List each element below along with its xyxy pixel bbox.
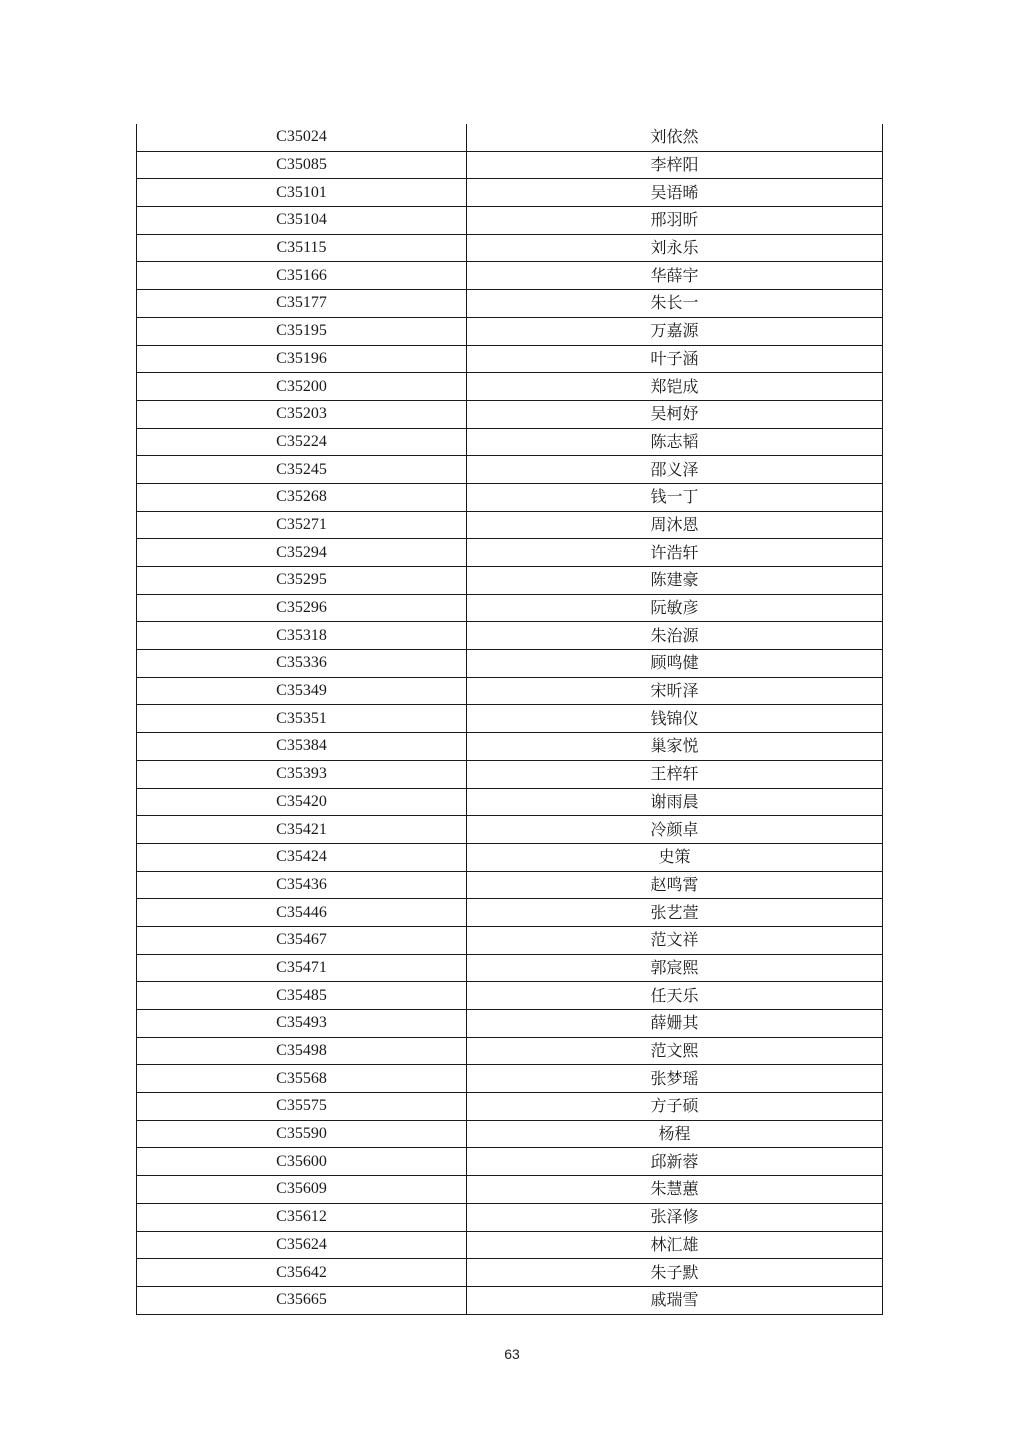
student-name-cell: 薛姗其: [467, 1010, 883, 1038]
student-name-cell: 范文熙: [467, 1037, 883, 1065]
page-number: 63: [504, 1346, 520, 1362]
student-id-cell: C35493: [137, 1010, 467, 1038]
student-name-cell: 吴柯妤: [467, 400, 883, 428]
table-row: [137, 234, 883, 262]
student-name-cell: 钱一丁: [467, 483, 883, 511]
student-id-cell: C35024: [137, 124, 467, 151]
table-row: [137, 317, 883, 345]
student-id-cell: C35268: [137, 483, 467, 511]
table-row: [137, 511, 883, 539]
table-row: [137, 843, 883, 871]
table-row: [137, 1120, 883, 1148]
table-row: [137, 1286, 883, 1314]
student-id-cell: C35467: [137, 926, 467, 954]
table-row: [137, 622, 883, 650]
student-id-cell: C35115: [137, 234, 467, 262]
student-name-cell: 林汇雄: [467, 1231, 883, 1259]
student-id-cell: C35294: [137, 539, 467, 567]
student-name-cell: 刘永乐: [467, 234, 883, 262]
student-name-cell: 朱子默: [467, 1259, 883, 1287]
table-row: [137, 954, 883, 982]
student-name-cell: 顾鸣健: [467, 650, 883, 678]
student-id-cell: C35177: [137, 290, 467, 318]
student-id-cell: C35085: [137, 151, 467, 179]
student-id-cell: C35436: [137, 871, 467, 899]
student-name-cell: 杨程: [467, 1120, 883, 1148]
student-name-cell: 钱锦仪: [467, 705, 883, 733]
student-name-cell: 巢家悦: [467, 733, 883, 761]
table-row: [137, 290, 883, 318]
table-row: [137, 400, 883, 428]
student-id-cell: C35104: [137, 207, 467, 235]
student-name-cell: 朱长一: [467, 290, 883, 318]
student-name-cell: 周沐恩: [467, 511, 883, 539]
student-id-cell: C35642: [137, 1259, 467, 1287]
student-id-cell: C35384: [137, 733, 467, 761]
student-id-cell: C35498: [137, 1037, 467, 1065]
student-name-cell: 宋昕泽: [467, 677, 883, 705]
student-name-cell: 方子硕: [467, 1093, 883, 1121]
student-name-cell: 阮敏彦: [467, 594, 883, 622]
student-id-cell: C35349: [137, 677, 467, 705]
student-id-cell: C35166: [137, 262, 467, 290]
student-name-cell: 叶子涵: [467, 345, 883, 373]
student-id-cell: C35424: [137, 843, 467, 871]
student-id-cell: C35318: [137, 622, 467, 650]
table-row: [137, 1093, 883, 1121]
roster-table: [136, 124, 883, 1315]
table-row: [137, 1065, 883, 1093]
table-row: [137, 788, 883, 816]
student-id-cell: C35351: [137, 705, 467, 733]
student-name-cell: 万嘉源: [467, 317, 883, 345]
student-id-cell: C35196: [137, 345, 467, 373]
table-row: [137, 705, 883, 733]
student-id-cell: C35420: [137, 788, 467, 816]
student-name-cell: 任天乐: [467, 982, 883, 1010]
student-name-cell: 冷颜卓: [467, 816, 883, 844]
student-id-cell: C35295: [137, 567, 467, 595]
student-id-cell: C35245: [137, 456, 467, 484]
table-row: [137, 345, 883, 373]
student-id-cell: C35224: [137, 428, 467, 456]
table-row: [137, 677, 883, 705]
student-id-cell: C35471: [137, 954, 467, 982]
table-row: [137, 428, 883, 456]
student-name-cell: 许浩轩: [467, 539, 883, 567]
student-id-cell: C35271: [137, 511, 467, 539]
table-row: [137, 1037, 883, 1065]
table-row: [137, 926, 883, 954]
student-id-cell: C35600: [137, 1148, 467, 1176]
student-name-cell: 郭宸熙: [467, 954, 883, 982]
student-id-cell: C35568: [137, 1065, 467, 1093]
student-id-cell: C35195: [137, 317, 467, 345]
student-id-cell: C35393: [137, 760, 467, 788]
student-name-cell: 吴语晞: [467, 179, 883, 207]
table-row: [137, 207, 883, 235]
table-row: [137, 1231, 883, 1259]
table-row: [137, 1176, 883, 1204]
student-id-cell: C35203: [137, 400, 467, 428]
table-row: [137, 124, 883, 151]
student-id-cell: C35485: [137, 982, 467, 1010]
table-row: [137, 262, 883, 290]
table-row: [137, 373, 883, 401]
student-id-cell: C35609: [137, 1176, 467, 1204]
student-name-cell: 谢雨晨: [467, 788, 883, 816]
table-row: [137, 733, 883, 761]
student-name-cell: 戚瑞雪: [467, 1286, 883, 1314]
table-row: [137, 456, 883, 484]
student-name-cell: 范文祥: [467, 926, 883, 954]
table-row: [137, 483, 883, 511]
table-row: [137, 539, 883, 567]
table-row: [137, 982, 883, 1010]
student-name-cell: 朱治源: [467, 622, 883, 650]
roster-body: [137, 124, 883, 1314]
student-name-cell: 张艺萱: [467, 899, 883, 927]
student-id-cell: C35296: [137, 594, 467, 622]
table-row: [137, 899, 883, 927]
student-name-cell: 郑铠成: [467, 373, 883, 401]
student-name-cell: 史策: [467, 843, 883, 871]
student-name-cell: 邢羽昕: [467, 207, 883, 235]
student-name-cell: 陈建豪: [467, 567, 883, 595]
student-name-cell: 华薛宇: [467, 262, 883, 290]
student-id-cell: C35101: [137, 179, 467, 207]
student-name-cell: 陈志韬: [467, 428, 883, 456]
student-id-cell: C35665: [137, 1286, 467, 1314]
table-row: [137, 179, 883, 207]
table-row: [137, 594, 883, 622]
table-row: [137, 650, 883, 678]
table-row: [137, 760, 883, 788]
table-row: [137, 1259, 883, 1287]
student-id-cell: C35624: [137, 1231, 467, 1259]
student-id-cell: C35336: [137, 650, 467, 678]
table-row: [137, 816, 883, 844]
table-row: [137, 1010, 883, 1038]
student-name-cell: 朱慧蕙: [467, 1176, 883, 1204]
student-name-cell: 赵鸣霄: [467, 871, 883, 899]
student-name-cell: 刘依然: [467, 124, 883, 151]
table-row: [137, 151, 883, 179]
student-id-cell: C35200: [137, 373, 467, 401]
student-id-cell: C35612: [137, 1203, 467, 1231]
student-name-cell: 王梓轩: [467, 760, 883, 788]
table-row: [137, 1148, 883, 1176]
table-row: [137, 871, 883, 899]
student-id-cell: C35575: [137, 1093, 467, 1121]
student-name-cell: 李梓阳: [467, 151, 883, 179]
student-name-cell: 邵义泽: [467, 456, 883, 484]
student-id-cell: C35421: [137, 816, 467, 844]
student-name-cell: 张梦瑶: [467, 1065, 883, 1093]
table-row: [137, 567, 883, 595]
student-name-cell: 邱新蓉: [467, 1148, 883, 1176]
student-id-cell: C35446: [137, 899, 467, 927]
student-id-cell: C35590: [137, 1120, 467, 1148]
student-name-cell: 张泽修: [467, 1203, 883, 1231]
table-row: [137, 1203, 883, 1231]
